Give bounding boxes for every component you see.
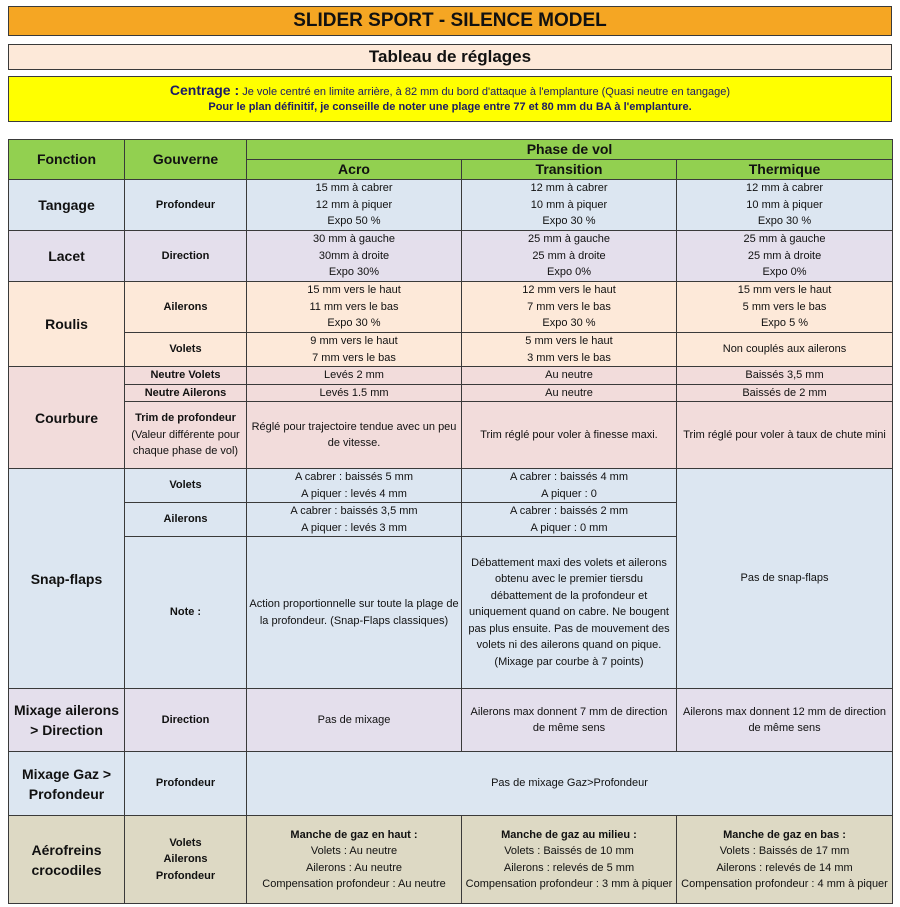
cell-roulis-volets-thermique: Non couplés aux ailerons [677, 333, 893, 367]
header-phase: Phase de vol [247, 140, 893, 160]
cell-trim-transition: Trim réglé pour voler à finesse maxi. [462, 402, 677, 469]
cell-neutre-ailerons-acro: Levés 1.5 mm [247, 384, 462, 402]
cell-lacet-acro: 30 mm à gauche 30mm à droite Expo 30% [247, 231, 462, 282]
centrage-box [8, 76, 892, 122]
cell-roulis-volets-acro: 9 mm vers le haut 7 mm vers le bas [247, 333, 462, 367]
cell-roulis-ailerons-acro: 15 mm vers le haut 11 mm vers le bas Expo 30 % [247, 282, 462, 333]
fonction-tangage: Tangage [9, 180, 125, 231]
settings-table [8, 139, 893, 904]
cell-mix-ail-thermique: Ailerons max donnent 12 mm de direction de même sens [677, 689, 893, 752]
gouverne-trim-profondeur: Trim de profondeur (Valeur différente pour chaque phase de vol) [125, 402, 247, 469]
cell-neutre-volets-acro: Levés 2 mm [247, 367, 462, 385]
fonction-roulis: Roulis [9, 282, 125, 367]
cell-roulis-ailerons-transition: 12 mm vers le haut 7 mm vers le bas Expo 30 % [462, 282, 677, 333]
gouverne-note: Note : [125, 537, 247, 689]
header-acro: Acro [247, 160, 462, 180]
header-transition: Transition [462, 160, 677, 180]
table-row [9, 333, 893, 367]
cell-aero-acro: Manche de gaz en haut : Volets : Au neutre Ailerons : Au neutre Compensation profondeur : Au neutre [247, 816, 462, 904]
header-thermique: Thermique [677, 160, 893, 180]
table-row [9, 402, 893, 469]
cell-trim-thermique: Trim réglé pour voler à taux de chute mini [677, 402, 893, 469]
table-row [9, 282, 893, 333]
cell-mix-ail-transition: Ailerons max donnent 7 mm de direction de même sens [462, 689, 677, 752]
fonction-mix-ail-dir: Mixage ailerons > Direction [9, 689, 125, 752]
cell-trim-acro: Réglé pour trajectoire tendue avec un peu de vitesse. [247, 402, 462, 469]
cell-snap-ailerons-acro: A cabrer : baissés 3,5 mm A piquer : levés 3 mm [247, 503, 462, 537]
fonction-courbure: Courbure [9, 367, 125, 469]
cell-tangage-thermique: 12 mm à cabrer 10 mm à piquer Expo 30 % [677, 180, 893, 231]
page-title: SLIDER SPORT - SILENCE MODEL [8, 6, 892, 36]
gouverne-ailerons: Ailerons [125, 282, 247, 333]
page-subtitle: Tableau de réglages [8, 44, 892, 70]
cell-snap-note-transition: Débattement maxi des volets et ailerons obtenu avec le premier tiersdu débattement de la profondeur et uniquement quand on cabre. Ne bougent pas plus ensuite. Pas de mouvement des volets ni des ailerons quand on pique. (Mixage par courbe à 7 points) [462, 537, 677, 689]
table-row [9, 816, 893, 904]
cell-snap-thermique: Pas de snap-flaps [677, 469, 893, 689]
gouverne-mix-direction: Direction [125, 689, 247, 752]
table-row [9, 231, 893, 282]
cell-aero-transition: Manche de gaz au milieu : Volets : Baissés de 10 mm Ailerons : relevés de 5 mm Compensation profondeur : 3 mm à piquer [462, 816, 677, 904]
cell-mix-gaz: Pas de mixage Gaz>Profondeur [247, 752, 893, 816]
cell-roulis-ailerons-thermique: 15 mm vers le haut 5 mm vers le bas Expo 5 % [677, 282, 893, 333]
gouverne-profondeur: Profondeur [125, 180, 247, 231]
cell-lacet-transition: 25 mm à gauche 25 mm à droite Expo 0% [462, 231, 677, 282]
header-fonction: Fonction [9, 140, 125, 180]
centrage-line2: Pour le plan définitif, je conseille de noter une plage entre 77 et 80 mm du BA à l'emplanture. [208, 101, 692, 113]
cell-neutre-ailerons-transition: Au neutre [462, 384, 677, 402]
table-row [9, 384, 893, 402]
fonction-aerofreins: Aérofreins crocodiles [9, 816, 125, 904]
gouverne-aerofreins: Volets Ailerons Profondeur [125, 816, 247, 904]
header-gouverne: Gouverne [125, 140, 247, 180]
cell-neutre-ailerons-thermique: Baissés de 2 mm [677, 384, 893, 402]
fonction-lacet: Lacet [9, 231, 125, 282]
centrage-text: Je vole centré en limite arrière, à 82 mm du bord d'attaque à l'emplanture (Quasi neutre en tangage) [242, 86, 731, 98]
cell-snap-ailerons-transition: A cabrer : baissés 2 mm A piquer : 0 mm [462, 503, 677, 537]
cell-mix-ail-acro: Pas de mixage [247, 689, 462, 752]
fonction-mix-gaz: Mixage Gaz > Profondeur [9, 752, 125, 816]
fonction-snapflaps: Snap-flaps [9, 469, 125, 689]
cell-lacet-thermique: 25 mm à gauche 25 mm à droite Expo 0% [677, 231, 893, 282]
cell-neutre-volets-transition: Au neutre [462, 367, 677, 385]
table-row [9, 689, 893, 752]
table-row [9, 367, 893, 385]
cell-aero-thermique: Manche de gaz en bas : Volets : Baissés de 17 mm Ailerons : relevés de 14 mm Compensation profondeur : 4 mm à piquer [677, 816, 893, 904]
cell-tangage-transition: 12 mm à cabrer 10 mm à piquer Expo 30 % [462, 180, 677, 231]
gouverne-volets: Volets [125, 333, 247, 367]
gouverne-neutre-ailerons: Neutre Ailerons [125, 384, 247, 402]
table-row [9, 469, 893, 503]
centrage-label: Centrage : [169, 82, 240, 98]
gouverne-snap-volets: Volets [125, 469, 247, 503]
cell-neutre-volets-thermique: Baissés 3,5 mm [677, 367, 893, 385]
cell-snap-volets-acro: A cabrer : baissés 5 mm A piquer : levés 4 mm [247, 469, 462, 503]
cell-tangage-acro: 15 mm à cabrer 12 mm à piquer Expo 50 % [247, 180, 462, 231]
gouverne-direction: Direction [125, 231, 247, 282]
cell-snap-note-acro: Action proportionnelle sur toute la plage de la profondeur. (Snap-Flaps classiques) [247, 537, 462, 689]
table-row [9, 752, 893, 816]
gouverne-snap-ailerons: Ailerons [125, 503, 247, 537]
cell-roulis-volets-transition: 5 mm vers le haut 3 mm vers le bas [462, 333, 677, 367]
gouverne-neutre-volets: Neutre Volets [125, 367, 247, 385]
table-row [9, 180, 893, 231]
gouverne-mix-profondeur: Profondeur [125, 752, 247, 816]
cell-snap-volets-transition: A cabrer : baissés 4 mm A piquer : 0 [462, 469, 677, 503]
